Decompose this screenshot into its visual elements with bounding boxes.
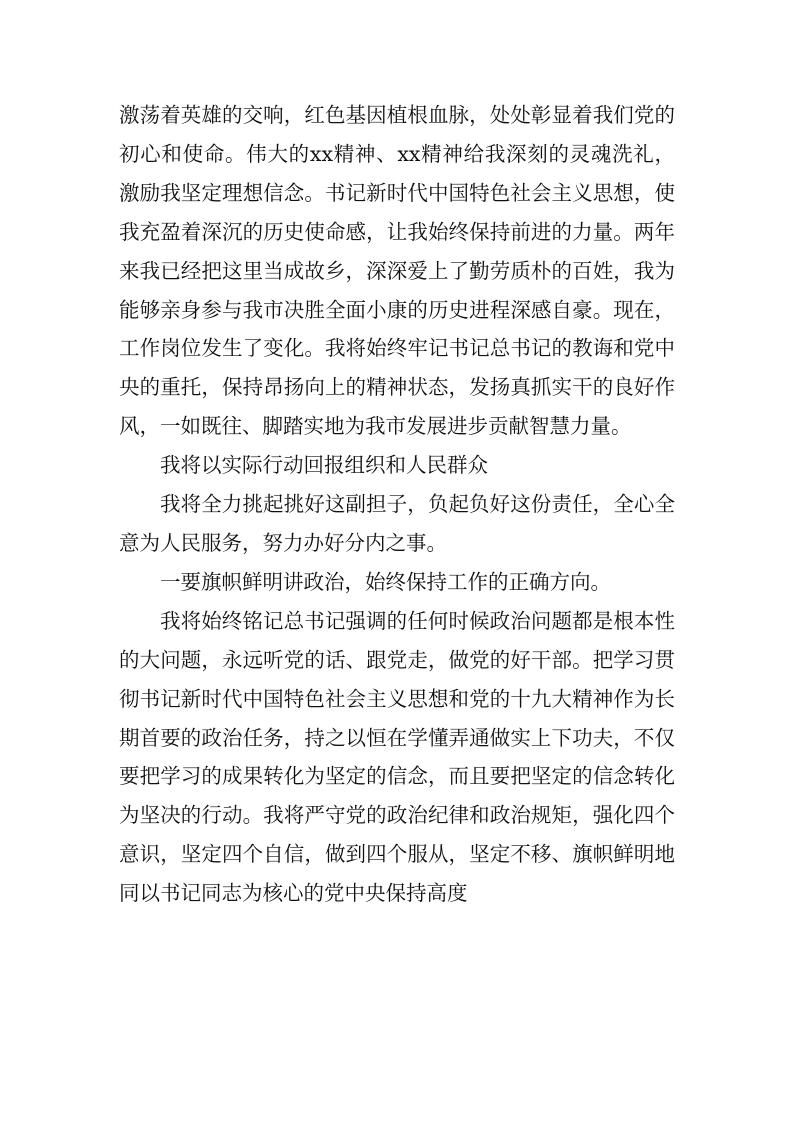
section-heading: 我将以实际行动回报组织和人民群众: [160, 453, 488, 478]
paragraph-continuation: 激荡着英雄的交响，红色基因植根血脉，处处彰显着我们党的初心和使命。伟大的xx精神、xx精神给我深刻的灵魂洗礼，激励我坚定理想信念。书记新时代中国特色社会主义思想，使我充盈着深沉的历史使命感，让我始终保持前进的力量。两年来我已经把这里当成故乡，深深爱上了勤劳质朴的百姓，我为能够亲身参与我市决胜全面小康的历史进程深感自豪。现在，工作岗位发生了变化。我将始终牢记书记总书记的教诲和党中央的重托，保持昂扬向上的精神状态，发扬真抓实干的良好作风，一如既往、脚踏实地为我市发展进步贡献智慧力量。: [119, 103, 675, 439]
paragraph-commitment: 我将全力挑起挑好这副担子，负起负好这份责任，全心全意为人民服务，努力办好分内之事。: [119, 492, 675, 555]
subsection-heading: 一要旗帜鲜明讲政治，始终保持工作的正确方向。: [160, 569, 611, 594]
paragraph-politics: 我将始终铭记总书记强调的任何时候政治问题都是根本性的大问题，永远听党的话、跟党走，做党的好干部。把学习贯彻书记新时代中国特色社会主义思想和党的十九大精神作为长期首要的政治任务，持之以恒在学懂弄通做实上下功夫，不仅要把学习的成果转化为坚定的信念，而且要把坚定的信念转化为坚决的行动。我将严守党的政治纪律和政治规矩，强化四个意识，坚定四个自信，做到四个服从，坚定不移、旗帜鲜明地同以书记同志为核心的党中央保持高度: [119, 608, 675, 906]
document-body: [119, 96, 675, 913]
